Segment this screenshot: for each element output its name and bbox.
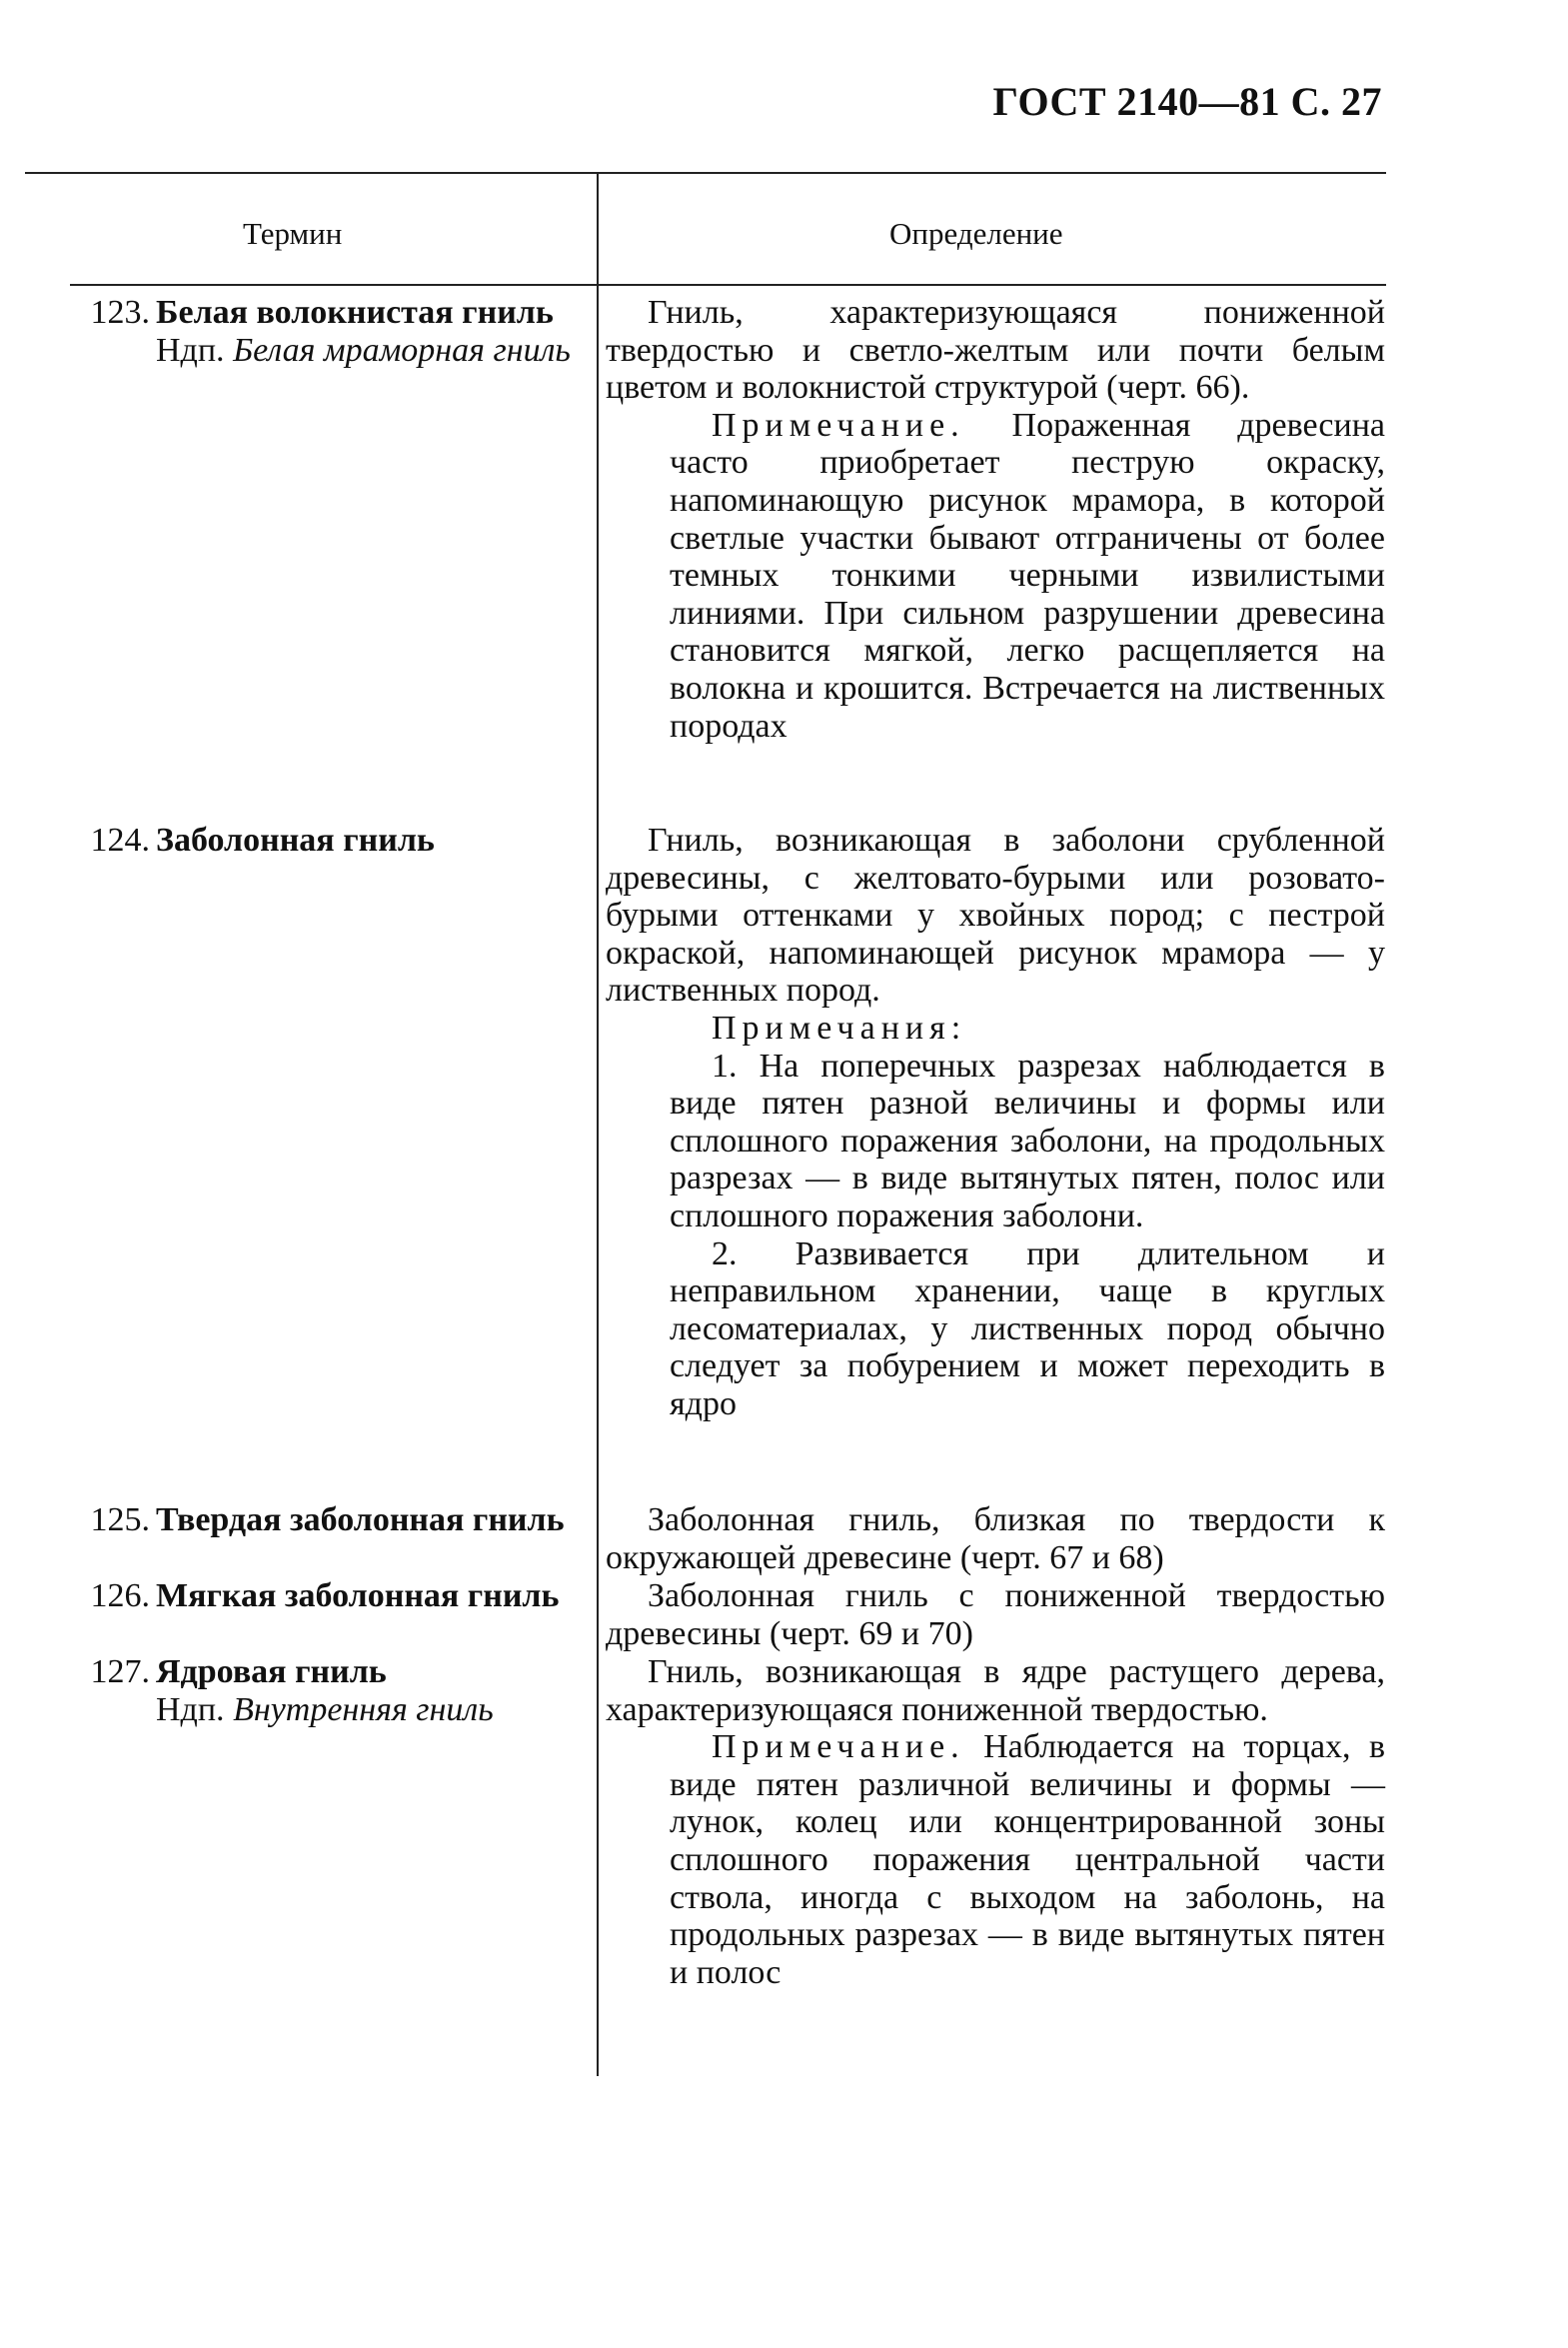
term-name: Белая волокнистая гниль — [156, 294, 554, 331]
term-number: 127. — [90, 1653, 150, 1690]
column-divider — [597, 172, 599, 2076]
table-top-rule — [25, 172, 1386, 174]
note-item-1: 1. На поперечных разрезах наблюдается в виде пятен разной величины и формы или сплошного поражения заболони, на продольных разрезах — в виде вытянутых пятен, полос или сплошного поражения заболони. — [670, 1047, 1385, 1234]
term-name: Твердая заболонная гниль — [156, 1501, 565, 1538]
term-entry-127 — [64, 1653, 596, 1728]
definition-text: Гниль, возникающая в ядре растущего дерева, характеризующаяся пониженной твердостью. — [606, 1653, 1385, 1728]
ndp-term: Внутренняя гниль — [233, 1690, 494, 1728]
definition-entry-123 — [606, 294, 1385, 745]
term-entry-126 — [64, 1577, 596, 1615]
definition-entry-124 — [606, 822, 1385, 1423]
term-number: 123. — [90, 294, 150, 331]
ndp-label: Ндп. — [156, 331, 225, 369]
term-number: 125. — [90, 1501, 150, 1538]
column-header-term: Термин — [243, 216, 343, 251]
notes-label: Примечания: — [712, 1009, 967, 1047]
term-entry-124 — [64, 822, 596, 860]
definition-entry-127 — [606, 1653, 1385, 1991]
term-name: Заболонная гниль — [156, 822, 435, 859]
page-header: ГОСТ 2140—81 С. 27 — [992, 79, 1382, 124]
term-number: 126. — [90, 1577, 150, 1614]
note — [670, 407, 1385, 745]
definition-entry-125 — [606, 1501, 1385, 1576]
term-name: Мягкая заболонная гниль — [156, 1577, 560, 1614]
note-text: Наблюдается на торцах, в виде пятен различной величины и формы — лунок, колец или концентрированной зоны сплошного поражения центральной части ствола, иногда с выходом на заболонь, на продольных разрезах — в виде вытянутых пятен и полос — [670, 1728, 1385, 1991]
note-label: Примечание. — [712, 1728, 965, 1766]
note-item-2: 2. Развивается при длительном и неправильном хранении, чаще в круглых лесоматериалах, у лиственных пород обычно следует за побурением и может переходить в ядро — [670, 1234, 1385, 1422]
note-text: Пораженная древесина часто приобретает пеструю окраску, напоминающую рисунок мрамора, в которой светлые участки бывают отграничены от более темных тонкими черными извилистыми линиями. При сильном разрушении древесина становится мягкой, легко расщепляется на волокна и крошится. Встречается на лиственных породах — [670, 406, 1385, 745]
definition-entry-126 — [606, 1577, 1385, 1652]
ndp-term: Белая мраморная гниль — [233, 331, 571, 369]
term-name: Ядровая гниль — [156, 1653, 387, 1690]
definition-text: Гниль, возникающая в заболони срубленной древесины, с желтовато-бурыми или розовато-бурыми оттенками у хвойных пород; с пестрой окраской, напоминающей рисунок мрамора — у лиственных пород. — [606, 822, 1385, 1010]
column-header-definition: Определение — [889, 216, 1063, 251]
ndp-label: Ндп. — [156, 1690, 225, 1728]
term-number: 124. — [90, 822, 150, 859]
note — [670, 1728, 1385, 1991]
term-entry-125 — [64, 1501, 596, 1539]
definition-text: Заболонная гниль с пониженной твердостью древесины (черт. 69 и 70) — [606, 1577, 1385, 1652]
term-entry-123 — [64, 294, 596, 369]
definition-text: Заболонная гниль, близкая по твердости к окружающей древесине (черт. 67 и 68) — [606, 1501, 1385, 1576]
table-header-rule — [70, 284, 1386, 286]
note-label: Примечание. — [712, 406, 965, 444]
definition-text: Гниль, характеризующаяся пониженной твердостью и светло-желтым или почти белым цветом и волокнистой структурой (черт. 66). — [606, 294, 1385, 407]
